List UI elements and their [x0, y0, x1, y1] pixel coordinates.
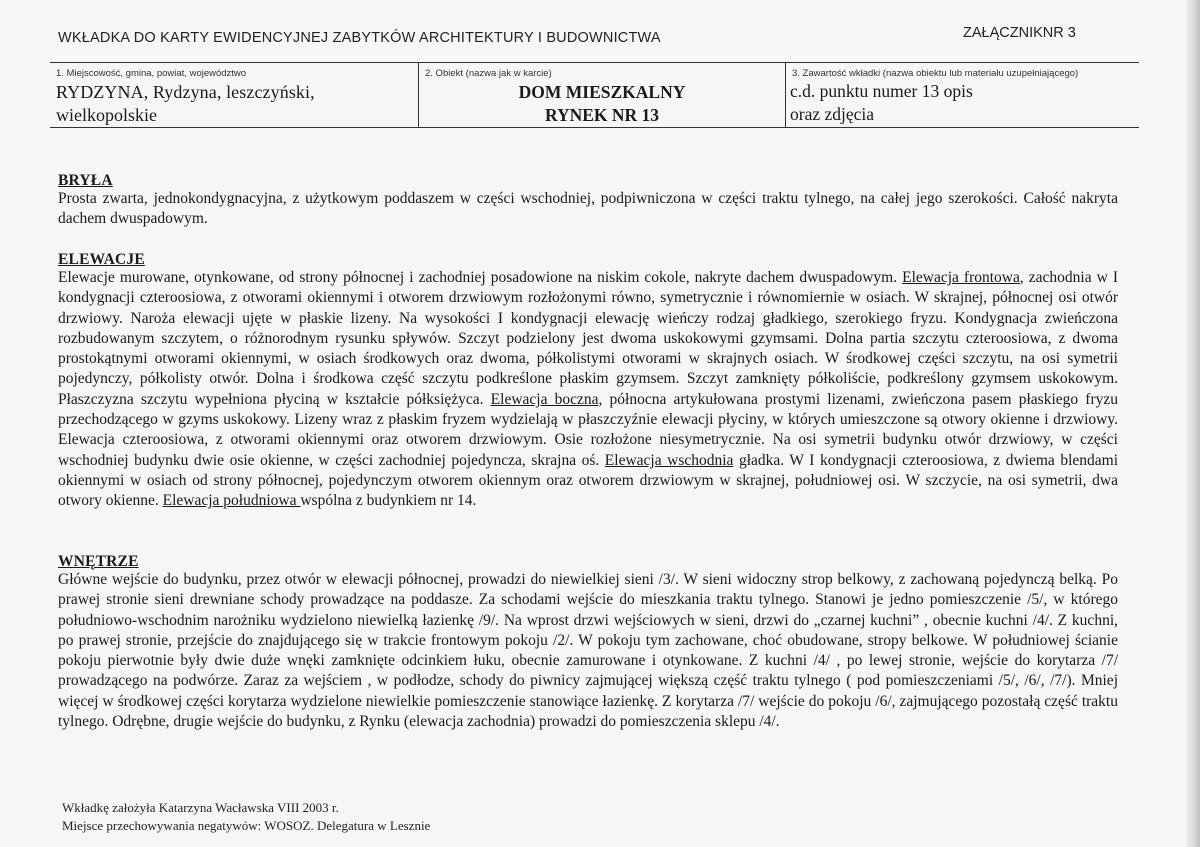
object-label: 2. Obiekt (nazwa jak w karcie) [425, 68, 552, 79]
location-value-line1: RYDZYNA, Rydzyna, leszczyński, [56, 82, 315, 102]
contents-label: 3. Zawartość wkładki (nazwa obiektu lub materiału uzupełniającego) [792, 68, 1079, 79]
object-cell [418, 63, 785, 127]
section-heading-elewacje: ELEWACJE [58, 251, 145, 268]
location-cell [50, 63, 418, 127]
contents-cell [785, 63, 1139, 127]
elewacja-boczna-term: Elewacja boczna [490, 390, 599, 408]
elewacje-text-part: wspólna z budynkiem nr 14. [300, 492, 477, 510]
footer-negatives-location: Miejsce przechowywania negatywów: WOSOZ. Delegatura w Lesznie [62, 818, 431, 833]
attachment-number: ZAŁĄCZNIKNR 3 [963, 25, 1076, 41]
object-value-line1: DOM MIESZKALNY [518, 82, 686, 102]
section-heading-bryla: BRYŁA [58, 172, 113, 189]
footer-author: Wkładkę założyła Katarzyna Wacławska VIII 2003 r. [62, 800, 339, 815]
elewacje-text-part: , północna artykułowana prostymi lizenami, zwieńczona pasem płaskiego fryzu przechodzącego w gzyms uskokowy. Lizeny wraz z płaskim fryzem wydzielają w płaszczyźnie elewacji płyciny, w których umieszczone są otwory okienne i drzwiowy. Elewacja czteroosiowa, z otworami okiennymi oraz otworem drzwiowym. Osie rozłożone niesymetrycznie. Na osi symetrii budynku otwór drzwiowy, w części wschodniej budynku dwie osie okienne, w części zachodniej pojedyncza, skrajna oś. [58, 390, 1118, 469]
elewacje-text-part: , zachodnia w I kondygnacji czteroosiowa, z otworami okiennymi i otworem drzwiowym rozłożonymi równo, symetrycznie i równomiernie w osiach. W skrajnej, północnej osi otwór drzwiowy. Naroża elewacji ujęte w płaskie lizeny. Na wysokości I kondygnacji elewację wieńczy rodzaj gładkiego, szerokiego fryzu. Kondygnacja zwieńczona rozbudowanym szczytem, o różnorodnym rysunku spływów. Szczyt podzielony jest dwoma uskokowymi gzymsami. Dolna partia szczytu czteroosiowa, z dwoma prostokątnymi otworami okiennymi, w osiach środkowych oraz dwoma, półkolistymi otworami w skrajnych osiach. W środkowej części szczytu, na osi symetrii pojedynczy, półkolisty otwór. Dolna i środkowa część szczytu podkreślone płaskim gzymsem. Szczyt zamknięty półkoliście, podkreślony gzymsem uskokowym. Płaszczyzna szczytu wypełniona płyciną w kształcie półksiężyca. [58, 269, 1119, 408]
section-elewacje [58, 252, 1118, 512]
contents-value-line1: c.d. punktu numer 13 opis [790, 81, 973, 101]
form-title: WKŁADKA DO KARTY EWIDENCYJNEJ ZABYTKÓW ARCHITEKTURY I BUDOWNICTWA [58, 30, 661, 46]
elewacje-text-part: gładka. W I kondygnacji czteroosiowa, z dwiema blendami okiennymi w osiach od strony północnej, pojedynczym otworem okiennym oraz otworem drzwiowym w skrajnej, południowej osi. W szczycie, na osi symetrii, dwa otwory okienne. [58, 451, 1118, 510]
object-value-line2: RYNEK NR 13 [544, 105, 660, 125]
scan-edge-shadow [1186, 0, 1200, 847]
section-bryla [58, 173, 1118, 230]
section-wnetrze [58, 554, 1118, 732]
elewacja-wschodnia-term: Elewacja wschodnia [604, 451, 734, 469]
bryla-text: Prosta zwarta, jednokondygnacyjna, z użytkowym poddaszem w części wschodniej, podpiwniczona w części traktu tylnego, na całej jego szerokości. Całość nakryta dachem dwuspadowym. [58, 190, 1118, 228]
section-heading-wnetrze: WNĘTRZE [58, 553, 139, 570]
contents-value-line2: oraz zdjęcia [790, 104, 875, 124]
elewacja-frontowa-term: Elewacja frontowa [902, 269, 1020, 286]
elewacje-text-part: Elewacje murowane, otynkowane, od strony północnej i zachodniej posadowione na niskim cokole, nakryte dachem dwuspadowym. [58, 269, 903, 286]
location-value-line2: wielkopolskie [56, 105, 157, 125]
location-label: 1. Miejscowość, gmina, powiat, województwo [56, 68, 247, 79]
elewacje-text [58, 268, 1118, 512]
wnetrze-text: Główne wejście do budynku, przez otwór w elewacji północnej, prowadzi do niewielkiej sieni /3/. W sieni widoczny strop belkowy, z zachowaną pojedynczą belką. Po prawej stronie sieni drewniane schody prowadzące na poddasze. Za schodami wejście do mieszkania traktu tylnego. Stanowi je jedno pomieszczenie /5/, w którego południowo-wschodnim narożniku wydzielono niewielką łazienkę /9/. Na wprost drzwi wejściowych w sieni, drzwi do „czarnej kuchni” , obecnie kuchni /4/. Z kuchni, po prawej stronie, przejście do znajdującego się w trakcie frontowym pokoju /2/. W pokoju tym zachowane, choć obudowane, stropy belkowe. W południowej ścianie pokoju pierwotnie były dwie duże wnęki zamknięte odcinkiem łuku, obecnie zamurowane i otynkowane. Z kuchni /4/ , po lewej stronie, wejście do korytarza /7/ prowadzącego na podwórze. Zaraz za wejściem , w podłodze, schody do piwnicy zajmującej większą część traktu tylnego ( pod pomieszczeniami /5/, /6/, /7/). Mniej więcej w środkowej części korytarza wydzielone niewielkie pomieszczenie stanowiące łazienkę. Z korytarza /7/ wejście do pokoju /6/, zajmującego pozostałą część traktu tylnego. Odrębne, drugie wejście do budynku, z Rynku (elewacja zachodnia) prowadzi do pomieszczenia sklepu /4/. [58, 571, 1118, 731]
elewacja-poludniowa-term: Elewacja południowa [162, 492, 301, 510]
info-table [50, 62, 1139, 128]
